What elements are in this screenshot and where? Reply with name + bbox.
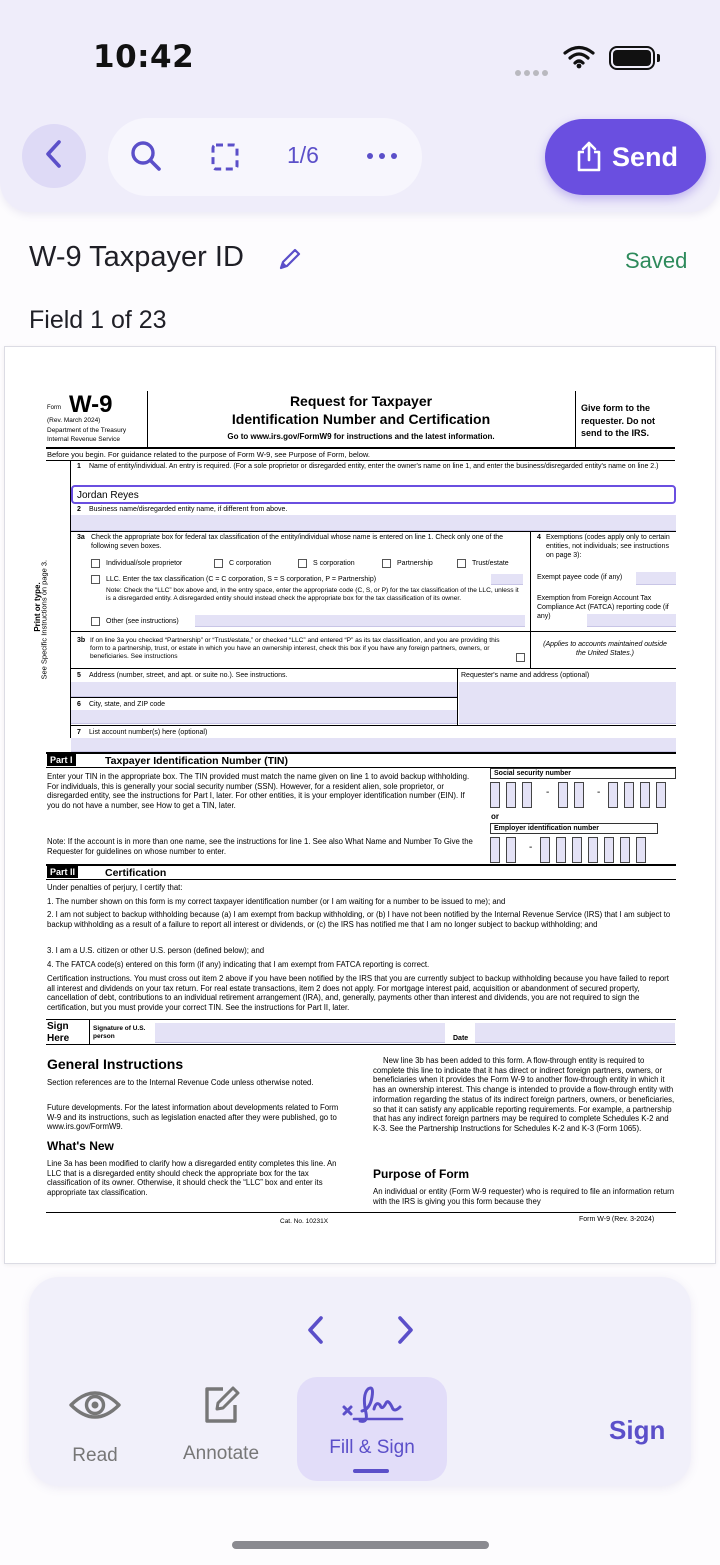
- footer-form-label: Form W-9 (Rev. 3-2024): [579, 1216, 655, 1223]
- purpose-heading: Purpose of Form: [373, 1167, 470, 1181]
- form-goto-url: Go to www.irs.gov/FormW9 for instructions and the latest information.: [227, 432, 495, 441]
- purpose-text: An individual or entity (Form W-9 requester) who is required to file an information return with the IRS is giving you this form because they: [373, 1187, 675, 1206]
- form-revision: (Rev. March 2024): [47, 417, 101, 424]
- form-heading-2: Identification Number and Certification: [231, 411, 491, 427]
- line2-business-input[interactable]: [71, 515, 676, 531]
- individual-checkbox[interactable]: [91, 559, 100, 568]
- line2-label: Business name/disregarded entity name, if different from above.: [89, 506, 288, 513]
- part1-title: Taxpayer Identification Number (TIN): [105, 755, 288, 767]
- general-instructions-text: Section references are to the Internal Revenue Code unless otherwise noted.: [47, 1078, 314, 1087]
- applies-note: (Applies to accounts maintained outside the United States.): [543, 641, 667, 657]
- llc-note: Note: Check the “LLC” box above and, in the entry space, enter the appropriate code (C, S, or P) for the tax classification of the LLC, unless it is a disregarded entity. A disregarded entity should instead check the appropriate box for the tax classification of its owner.: [106, 587, 519, 603]
- send-label: Send: [612, 142, 679, 172]
- part1-note: Note: If the account is in more than one name, see the instructions for line 1. See also What Name and Number To Give the Requester for guidelines on whose number to enter.: [47, 837, 473, 856]
- other-input[interactable]: [195, 615, 525, 627]
- llc-checkbox[interactable]: [91, 575, 100, 584]
- signature-field[interactable]: [155, 1023, 445, 1043]
- llc-classification-input[interactable]: [491, 574, 523, 585]
- home-indicator[interactable]: [232, 1541, 489, 1549]
- general-instructions-heading: General Instructions: [47, 1056, 184, 1072]
- select-area-icon[interactable]: [210, 142, 240, 177]
- line7-account-input[interactable]: [71, 738, 676, 752]
- document-title: W-9 Taxpayer ID: [29, 241, 244, 273]
- part1-tag: Part I: [47, 754, 76, 766]
- signature-icon: [297, 1383, 447, 1427]
- partnership-checkbox[interactable]: [382, 559, 391, 568]
- part2-tag: Part II: [47, 866, 78, 878]
- document-tools-pill: [108, 118, 422, 196]
- cert-instructions: Certification instructions. You must cross out item 2 above if you have been notified by the IRS that you are currently subject to backup withholding because you have failed to report all interest and dividends on your tax return. For real estate transactions, item 2 does not apply. For mortgage interest paid, acquisition or abandonment of secured property, cancellation of debt, contributions to an individual retirement arrangement (IRA), and, generally, payments other than interest and dividends, you are not required to sign the certification, but you must provide your correct TIN. See the instructions for Part II, later.: [47, 974, 669, 1013]
- read-label: Read: [72, 1445, 118, 1466]
- form-number: W-9: [69, 391, 113, 418]
- cat-number: Cat. No. 10231X: [280, 1218, 329, 1225]
- line6-label: City, state, and ZIP code: [89, 701, 166, 708]
- cert-item-1: 1. The number shown on this form is my correct taxpayer identification number (or I am waiting for a number to be issued to me); and: [47, 897, 506, 906]
- chevron-left-icon: [43, 139, 65, 174]
- date-label: Date: [453, 1035, 469, 1042]
- give-form-note: Give form to the requester. Do not send to the IRS.: [581, 403, 656, 439]
- next-field-chevron-icon[interactable]: [392, 1313, 418, 1352]
- whats-new-text: Line 3a has been modified to clarify how a disregarded entity completes this line. An LLC that is a disregarded entity should check the appropriate box for the tax classification of its owner. Otherwise, it should check the “LLC” box and enter its appropriate tax classification.: [47, 1159, 337, 1198]
- ssn-label: Social security number: [494, 770, 572, 777]
- form-irs: Internal Revenue Service: [47, 436, 120, 443]
- line6-city-input[interactable]: [71, 710, 457, 724]
- part2-title: Certification: [105, 867, 167, 879]
- send-button[interactable]: [545, 119, 706, 195]
- cert-item-4: 4. The FATCA code(s) entered on this form (if any) indicating that I am exempt from FATCA reporting is correct.: [47, 960, 430, 969]
- line4-label: Exemptions (codes apply only to certain entities, not individuals; see instructions on page 3):: [546, 534, 670, 559]
- top-bar: [0, 0, 720, 212]
- edit-title-pencil-icon[interactable]: [277, 248, 301, 277]
- search-icon[interactable]: [129, 139, 163, 178]
- line7-label: List account number(s) here (optional): [89, 729, 208, 736]
- or-label: or: [491, 812, 499, 821]
- c-corporation-checkbox[interactable]: [214, 559, 223, 568]
- battery-icon: [609, 46, 655, 70]
- fatca-label: Exemption from Foreign Account Tax Compliance Act (FATCA) reporting code (if any): [537, 595, 669, 620]
- wifi-icon: [563, 45, 595, 74]
- line3a-label: Check the appropriate box for federal tax classification of the entity/individual whose name is entered on line 1. Check only one of the following seven boxes.: [91, 534, 504, 550]
- active-mode-indicator: [353, 1469, 389, 1473]
- eye-icon: [45, 1387, 145, 1423]
- form-dept: Department of the Treasury: [47, 427, 127, 434]
- document-page: Form W-9 (Rev. March 2024) Department of the Treasury Internal Revenue Service Request for Taxpayer Identification Number and Certification Go to www.irs.gov/FormW9 for instructions and the latest information. Give form to the requester. Do not send to the IRS. Before you begin. For guidance related to the purpose of Form W-9, see Purpose of Form, below. Print or type. See Specific Instructions on page 3. 1 Name of entity/individual. An entry is required. (For a sole proprietor or disregarded entity, enter the owner's name on line 1, and enter the business/disregarded entity's name on line 2.) Jordan Reyes 2 Business name/disregarded entity name, if different from above. 3a Check the appropriate box for federal tax classification of the entity/individual whose name is entered on line 1. Check only one of the following seven boxes. Individual/sole proprietor C corporation S corporation Partnership Trust/estate LLC. Enter the tax classification (C = C corporation, S = S corporation, P = Partnership) Note: Check the “LLC” box above and, in the entry space, enter the appropriate code (C, S, or P) for the tax classification of the LLC, unless it is a disregarded entity. A disregarded entity should instead check the appropriate box for the tax classification of its owner. Other (see instructions) 3b If on line 3a you checked “Partnership” or “Trust/estate,” or checked “LLC” and entered “P” as its tax classification, and you are providing this form to a partnership, trust, or estate in which you have an ownership interest, check this box if you have any foreign partners, owners, or beneficiaries. See instructions 4 Exemptions (codes apply only to certain entities, not individuals; see instructions on page 3): Exempt payee code (if any) Exemption from Foreign Account Tax Compliance Act (FATCA) reporting code (if any) (Applies to accounts maintained outside the United States.) 5 Address (number, street, and apt. or suite no.). See instructions. Requester's name and address (optional) 6 City, state, and ZIP code 7 List account number(s) here (optional) Part I Taxpayer Identification Number (TIN) Enter your TIN in the appropriate box. The TIN provided must match the name given on line 1 to avoid backup withholding. For individuals, this is generally your social security number (SSN). However, for a resident alien, sole proprietor, or disregarded entity, see the instructions for Part I, later. For other entities, it is your employer identification number (EIN). If you do not have a number, see How to get a TIN, later. Note: If the account is in more than one name, see the instructions for line 1. See also What Name and Number To Give the Requester for guidelines on whose number to enter. Social security number - - or Employer identification number - Part II Certification Under penalties of perjury, I certify that: 1. The number shown on this form is my correct taxpayer identification number (or I am waiting for a number to be issued to me); and 2. I am not subject to backup withholding because (a) I am exempt from backup withholding, or (b) I have not been notified by the Internal Revenue Service (IRS) that I am subject to backup withholding as a result of a failure to report all interest or dividends, or (c) the IRS has notified me that I am no longer subject to backup withholding; and 3. I am a U.S. citizen or other U.S. person (defined below); and 4. The FATCA code(s) entered on this form (if any) indicating that I am exempt from FATCA reporting is correct. Certification instructions. You must cross out item 2 above if you have been notified by the IRS that you are currently subject to backup withholding because you have failed to report all interest and dividends on your tax return. For real estate transactions, item 2 does not apply. For mortgage interest paid, acquisition or abandonment of secured property, cancellation of debt, contributions to an individual retirement arrangement (IRA), and, generally, payments other than interest and dividends, you are not required to sign the certification, but you must provide your correct TIN. See the instructions for Part II, later. Sign Here Signature of U.S. person Date General Instructions Section references are to the Internal Revenue Code unless otherwise noted. Future developments. For the latest information about developments related to Form W-9 and its instructions, such as legislation enacted after they were published, go to www.irs.gov/FormW9. What's New Line 3a has been modified to clarify how a disregarded entity completes this line. An LLC that is a disregarded entity should check the appropriate box for the tax classification of its owner. Otherwise, it should check the “LLC” box and enter its appropriate tax classification. New line 3b has been added to this form. A flow-through entity is required to complete this line to indicate that it has direct or indirect foreign partners, owners, or beneficiaries when it provides the Form W-9 to another flow-through entity in which it has an ownership interest. This change is intended to provide a flow-through entity with information regarding the status of its indirect foreign partners, owners, or beneficiaries, so that it can satisfy any applicable reporting requirements. For example, a partnership that has any indirect foreign partners may be required to complete Schedules K-2 and K-3. See the Partnership Instructions for Schedules K-2 and K-3 (Form 1065). Purpose of Form An individual or entity (Form W-9 requester) who is required to file an information return with the IRS is giving you this form because they Cat. No. 10231X Form W-9 (Rev. 3-2024): [4, 346, 716, 1264]
- line5-label: Address (number, street, and apt. or suite no.). See instructions.: [89, 672, 288, 679]
- side-print-type: Print or type.: [33, 582, 42, 632]
- ein-label: Employer identification number: [494, 825, 600, 832]
- s-corporation-checkbox[interactable]: [298, 559, 307, 568]
- cert-intro: Under penalties of perjury, I certify that:: [47, 883, 183, 892]
- cellular-signal-icon: [515, 63, 551, 71]
- share-icon: [575, 141, 603, 178]
- page-indicator[interactable]: 1/6: [287, 142, 319, 168]
- fill-sign-mode-button[interactable]: [297, 1377, 447, 1481]
- previous-field-chevron-icon[interactable]: [303, 1313, 329, 1352]
- date-field[interactable]: [475, 1023, 675, 1043]
- signature-label: Signature of U.S. person: [93, 1025, 146, 1041]
- line1-value: Jordan Reyes: [77, 490, 139, 501]
- cert-item-2: 2. I am not subject to backup withholding because (a) I am exempt from backup withholding, or (b) I have not been notified by the Internal Revenue Service (IRS) that I am subject to backup withholding as a result of a failure to report all interest or dividends, or (c) the IRS has notified me that I am no longer subject to backup withholding; and: [47, 910, 671, 929]
- line1-label: Name of entity/individual. An entry is required. (For a sole proprietor or disregarded entity, enter the owner's name on line 1, and enter the business/disregarded entity's name on line 2.): [89, 463, 659, 470]
- line3b-label: If on line 3a you checked “Partnership” or “Trust/estate,” or checked “LLC” and entered “P” as its tax classification, and you are providing this form to a partnership, trust, or estate in which you have an ownership interest, check this box if you have any foreign partners, owners, or beneficiaries. See instructions: [90, 637, 500, 661]
- status-time: 10:42: [93, 39, 195, 75]
- form-heading-1: Request for Taxpayer: [289, 393, 433, 409]
- before-you-begin: Before you begin. For guidance related to the purpose of Form W-9, see Purpose of Form, below.: [47, 450, 370, 459]
- mode-panel: [29, 1277, 691, 1486]
- sign-button[interactable]: Sign: [609, 1415, 666, 1445]
- side-see-instructions: See Specific Instructions on page 3.: [39, 559, 49, 680]
- field-progress: Field 1 of 23: [29, 306, 167, 334]
- annotate-icon: [171, 1385, 271, 1425]
- line5-address-input[interactable]: [71, 682, 457, 697]
- annotate-label: Annotate: [182, 1443, 260, 1464]
- whats-new-heading: What's New: [47, 1139, 114, 1153]
- sign-here-label: Sign Here: [47, 1021, 70, 1044]
- requester-input[interactable]: [459, 682, 676, 724]
- more-options-icon[interactable]: [366, 148, 398, 166]
- trust-estate-checkbox[interactable]: [457, 559, 466, 568]
- foreign-partners-checkbox[interactable]: [516, 653, 525, 662]
- other-checkbox[interactable]: [91, 617, 100, 626]
- fill-sign-label: Fill & Sign: [329, 1437, 415, 1458]
- save-status: Saved: [625, 248, 688, 273]
- exempt-payee-input[interactable]: [636, 572, 676, 585]
- fatca-code-input[interactable]: [587, 614, 676, 627]
- new-line-3b-text: New line 3b has been added to this form. A flow-through entity is required to complete this line to indicate that it has direct or indirect foreign partners, owners, or beneficiaries when it provides the Form W-9 to another flow-through entity in which it has an ownership interest. This change is intended to provide a flow-through entity with information regarding the status of its indirect foreign partners, owners, or beneficiaries, so that it can satisfy any applicable reporting requirements. For example, a partnership that has any indirect foreign partners may be required to complete Schedules K-2 and K-3. See the Partnership Instructions for Schedules K-2 and K-3 (Form 1065).: [373, 1056, 675, 1134]
- part1-text: Enter your TIN in the appropriate box. The TIN provided must match the name given on line 1 to avoid backup withholding. For individuals, this is generally your social security number (SSN). However, for a resident alien, sole proprietor, or disregarded entity, see the instructions for Part I, later. For other entities, it is your employer identification number (EIN). If you do not have a number, see How to get a TIN, later.: [47, 772, 470, 811]
- back-button[interactable]: [22, 124, 86, 188]
- requester-label: Requester's name and address (optional): [461, 672, 590, 679]
- cert-item-3: 3. I am a U.S. citizen or other U.S. person (defined below); and: [47, 946, 265, 955]
- future-developments-text: Future developments. For the latest information about developments related to Form W-9 and its instructions, such as legislation enacted after they were published, go to www.irs.gov/FormW9.: [47, 1103, 339, 1132]
- form-word: Form: [47, 405, 61, 411]
- line1-name-input[interactable]: [71, 485, 676, 504]
